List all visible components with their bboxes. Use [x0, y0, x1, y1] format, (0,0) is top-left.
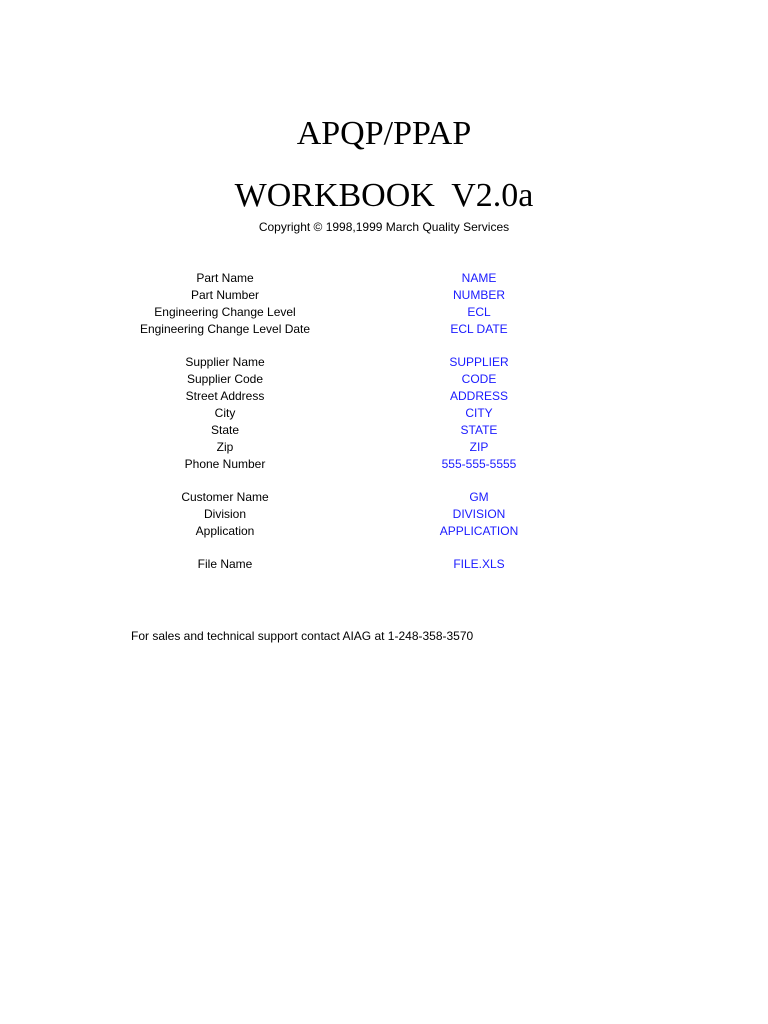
file-info-group — [0, 556, 768, 573]
field-label: Division — [203, 507, 246, 521]
field-label: Supplier Code — [186, 372, 264, 386]
field-label: City — [214, 406, 236, 420]
field-row-customer-name — [0, 489, 768, 506]
field-value[interactable]: ECL DATE — [450, 322, 508, 336]
workbook-fields — [0, 270, 768, 589]
part-info-group — [0, 270, 768, 338]
field-row-file-name — [0, 556, 768, 573]
field-label: Phone Number — [184, 457, 266, 471]
field-label: Part Number — [190, 288, 260, 302]
field-row-state — [0, 422, 768, 439]
field-value[interactable]: FILE.XLS — [453, 557, 505, 571]
field-row-street-address — [0, 388, 768, 405]
field-row-zip — [0, 439, 768, 456]
field-row-part-number — [0, 287, 768, 304]
field-value[interactable]: SUPPLIER — [449, 355, 509, 369]
field-row-phone-number — [0, 456, 768, 473]
field-label: State — [210, 423, 240, 437]
field-value[interactable]: ZIP — [469, 440, 489, 454]
field-label: Supplier Name — [185, 355, 265, 369]
field-row-division — [0, 506, 768, 523]
field-row-part-name — [0, 270, 768, 287]
field-value[interactable]: NAME — [461, 271, 497, 285]
field-row-ecl — [0, 304, 768, 321]
field-value[interactable]: ADDRESS — [449, 389, 508, 403]
field-value[interactable]: CITY — [465, 406, 493, 420]
customer-info-group — [0, 489, 768, 540]
supplier-info-group — [0, 354, 768, 473]
field-row-ecl-date — [0, 321, 768, 338]
field-label: Application — [195, 524, 255, 538]
field-label: Street Address — [185, 389, 265, 403]
field-value[interactable]: APPLICATION — [439, 524, 519, 538]
field-row-supplier-name — [0, 354, 768, 371]
field-value[interactable]: DIVISION — [452, 507, 506, 521]
copyright-notice: Copyright © 1998,1999 March Quality Services — [258, 220, 510, 234]
field-label: Part Name — [196, 271, 254, 285]
field-label: Engineering Change Level — [154, 305, 296, 319]
field-value[interactable]: STATE — [460, 423, 498, 437]
field-row-city — [0, 405, 768, 422]
field-label: File Name — [197, 557, 253, 571]
title-line-1: APQP/PPAP — [296, 115, 472, 152]
field-value[interactable]: CODE — [461, 372, 497, 386]
title-line-2: WORKBOOK V2.0a — [234, 177, 534, 214]
field-row-application — [0, 523, 768, 540]
field-row-supplier-code — [0, 371, 768, 388]
support-contact-text: For sales and technical support contact AIAG at 1-248-358-3570 — [131, 629, 474, 643]
field-label: Customer Name — [181, 490, 269, 504]
field-label: Zip — [216, 440, 234, 454]
field-value[interactable]: GM — [469, 490, 489, 504]
field-value[interactable]: NUMBER — [452, 288, 505, 302]
field-label: Engineering Change Level Date — [139, 322, 311, 336]
field-value[interactable]: ECL — [467, 305, 491, 319]
field-value[interactable]: 555-555-5555 — [441, 457, 517, 471]
